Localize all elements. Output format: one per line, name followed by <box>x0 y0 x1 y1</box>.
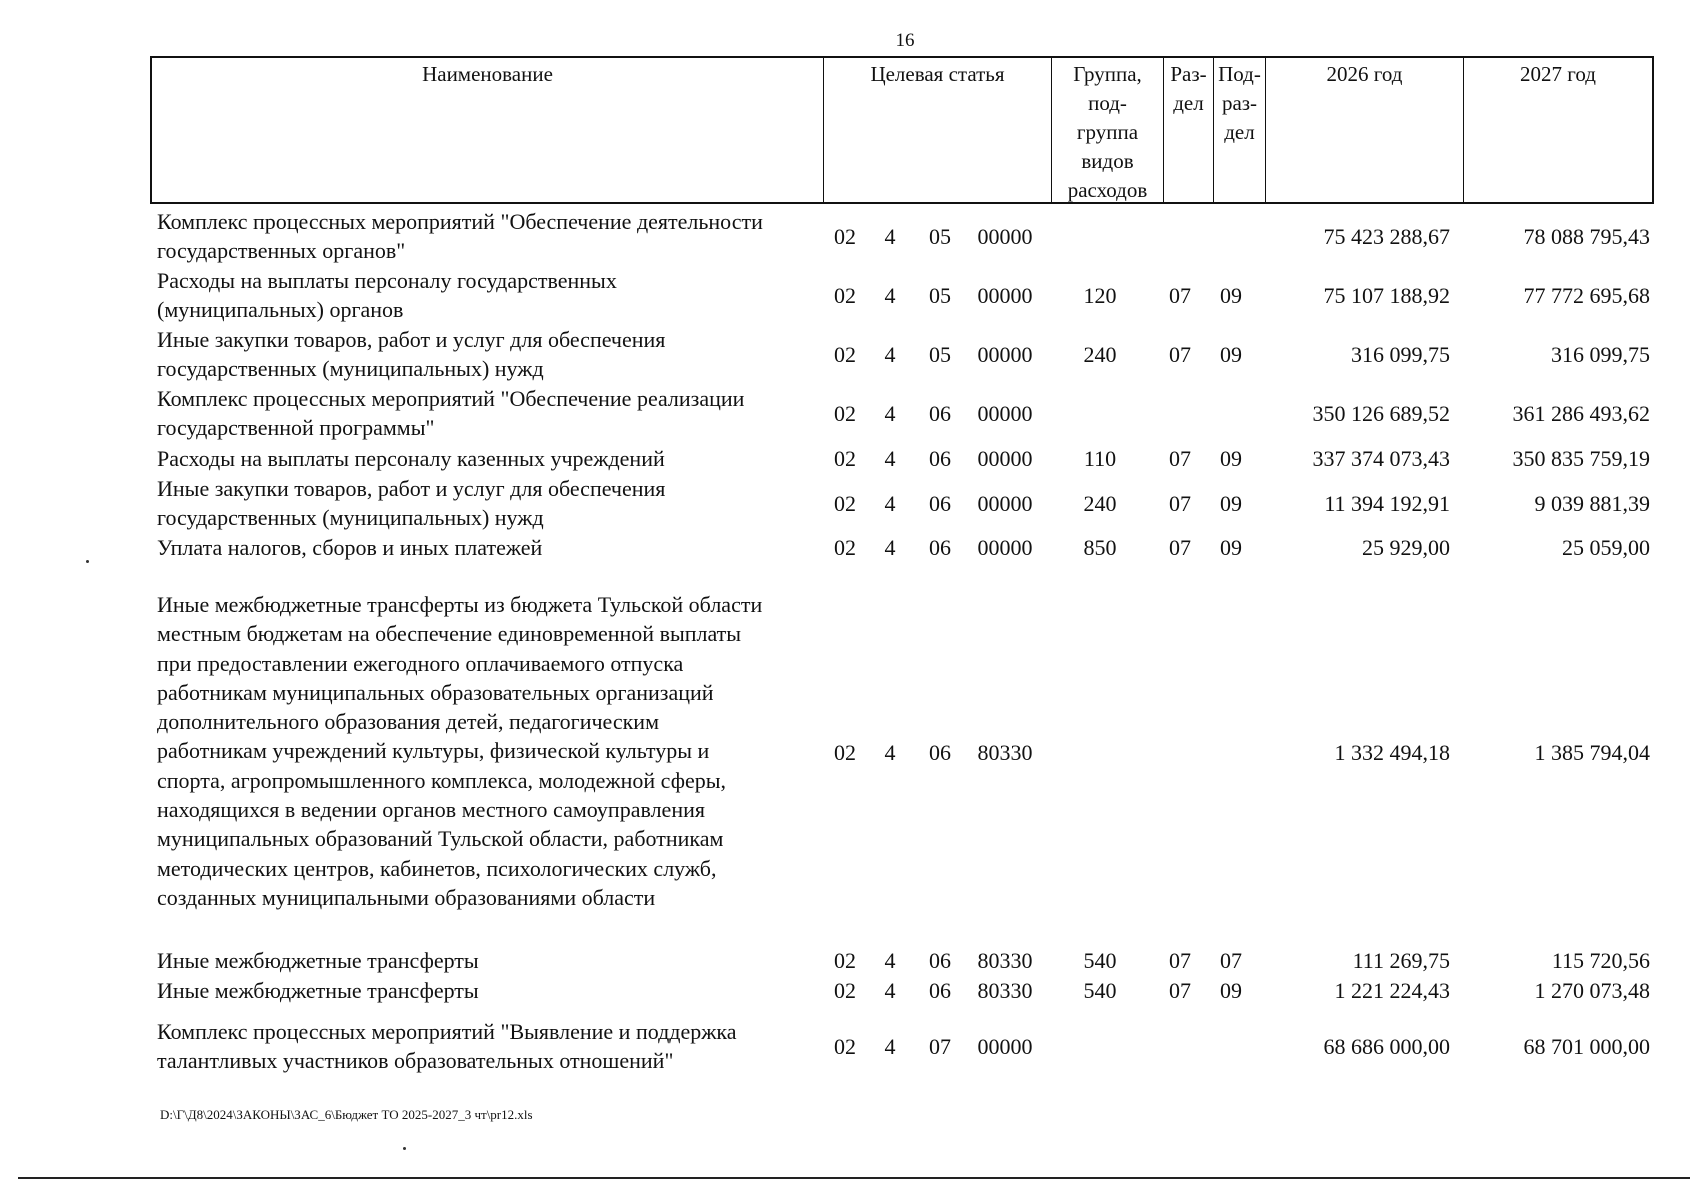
row-name <box>157 533 817 562</box>
amount-2027: 78 088 795,43 <box>1523 223 1650 249</box>
amount-2027: 9 039 881,39 <box>1534 490 1650 516</box>
header-group: Группа, под- группа видов расходов <box>1052 58 1164 202</box>
row-name-line: Уплата налогов, сборов и иных платежей <box>157 535 543 560</box>
row-name-line: Иные межбюджетные трансферты <box>157 948 479 973</box>
target-article-type: 4 <box>884 400 896 426</box>
amount-2027: 316 099,75 <box>1551 341 1650 367</box>
target-article-type: 4 <box>884 445 896 471</box>
amount-2027: 1 270 073,48 <box>1534 977 1650 1003</box>
target-article-program: 02 <box>834 400 856 426</box>
target-article-type: 4 <box>884 740 896 765</box>
section-code: 07 <box>1169 341 1191 367</box>
target-article-program: 02 <box>834 947 856 973</box>
target-article-structural: 07 <box>929 1033 951 1059</box>
target-article-type: 4 <box>884 534 896 560</box>
target-article-type: 4 <box>884 977 896 1003</box>
amount-2026: 337 374 073,43 <box>1312 445 1450 471</box>
target-article-type: 4 <box>884 223 896 249</box>
target-article-direction: 00000 <box>977 400 1033 426</box>
table-row <box>0 946 1696 974</box>
header-name: Наименование <box>152 58 824 202</box>
target-article-type: 4 <box>884 947 896 973</box>
amount-2027: 77 772 695,68 <box>1523 282 1650 308</box>
target-article-type: 4 <box>884 341 896 367</box>
subsection-code: 09 <box>1220 534 1242 560</box>
footer-file-path: D:\Г\Д8\2024\ЗАКОНЫ\ЗАС_6\Бюджет ТО 2025-2027_3 чт\pr12.xls <box>160 1107 533 1122</box>
subsection-code: 09 <box>1220 445 1242 471</box>
table-row <box>0 1017 1696 1075</box>
target-article-program: 02 <box>834 282 856 308</box>
table-row <box>0 325 1696 383</box>
row-name-line: государственных органов" <box>157 238 406 263</box>
header-target-article: Целевая статья <box>824 58 1052 202</box>
subsection-code: 09 <box>1220 490 1242 516</box>
target-article-direction: 00000 <box>977 445 1033 471</box>
amount-2027: 68 701 000,00 <box>1523 1033 1650 1059</box>
header-year-2027: 2027 год <box>1520 62 1596 86</box>
table-row <box>0 444 1696 472</box>
amount-2027: 350 835 759,19 <box>1512 445 1650 471</box>
row-name-line: спорта, агропромышленного комплекса, молодежной сферы, <box>157 767 726 793</box>
amount-2027: 361 286 493,62 <box>1512 400 1650 426</box>
target-article-structural: 05 <box>929 282 951 308</box>
expense-group: 240 <box>1083 341 1117 367</box>
table-row <box>0 533 1696 561</box>
row-name-line: Расходы на выплаты персоналу государственных <box>157 268 617 293</box>
row-name-line: государственных (муниципальных) нужд <box>157 356 544 381</box>
target-article-program: 02 <box>834 1033 856 1059</box>
row-name-line: государственной программы" <box>157 415 435 440</box>
table-row <box>0 474 1696 532</box>
amount-2026: 75 107 188,92 <box>1323 282 1450 308</box>
amount-2027: 115 720,56 <box>1551 947 1650 973</box>
expense-group: 540 <box>1083 977 1117 1003</box>
table-row <box>0 266 1696 324</box>
expense-group: 850 <box>1083 534 1117 560</box>
target-article-structural: 06 <box>929 445 951 471</box>
row-name-line: Иные закупки товаров, работ и услуг для обеспечения <box>157 327 666 352</box>
target-article-type: 4 <box>884 490 896 516</box>
target-article-program: 02 <box>834 977 856 1003</box>
target-article-structural: 05 <box>929 341 951 367</box>
table-header <box>150 56 1654 204</box>
target-article-structural: 06 <box>929 977 951 1003</box>
row-name-line: (муниципальных) органов <box>157 297 404 322</box>
row-name-line: Иные межбюджетные трансферты из бюджета Тульской области <box>157 592 763 617</box>
section-code: 07 <box>1169 445 1191 471</box>
row-name-line: Комплекс процессных мероприятий "Обеспечение реализации <box>157 386 745 411</box>
header-year-2026: 2026 год <box>1266 58 1464 202</box>
amount-2026: 111 269,75 <box>1352 947 1450 973</box>
row-name-line: Расходы на выплаты персоналу казенных учреждений <box>157 446 665 471</box>
row-name-line: Иные межбюджетные трансферты <box>157 978 479 1003</box>
header-section: Раз- дел <box>1164 58 1214 202</box>
row-name-line: созданных муниципальными образованиями области <box>157 884 656 910</box>
row-name-line: дополнительного образования детей, педагогическим <box>157 709 660 735</box>
row-name <box>157 1017 817 1075</box>
amount-2026: 25 929,00 <box>1362 534 1450 560</box>
amount-2026: 1 332 494,18 <box>1334 740 1450 765</box>
row-name <box>157 976 817 1005</box>
target-article-type: 4 <box>884 1033 896 1059</box>
target-article-structural: 06 <box>929 400 951 426</box>
row-name <box>157 325 817 383</box>
target-article-direction: 00000 <box>977 490 1033 516</box>
expense-group: 120 <box>1083 282 1117 308</box>
table-row <box>0 384 1696 442</box>
expense-group: 540 <box>1083 947 1117 973</box>
subsection-code: 07 <box>1220 947 1242 973</box>
target-article-program: 02 <box>834 534 856 560</box>
target-article-direction: 00000 <box>977 534 1033 560</box>
row-name-line: работникам учреждений культуры, физической культуры и <box>157 738 710 764</box>
row-name-line: Иные закупки товаров, работ и услуг для обеспечения <box>157 476 666 501</box>
row-name-line: Комплекс процессных мероприятий "Выявление и поддержка <box>157 1019 737 1044</box>
section-code: 07 <box>1169 282 1191 308</box>
expense-group: 240 <box>1083 490 1117 516</box>
subsection-code: 09 <box>1220 977 1242 1003</box>
row-name <box>157 946 817 975</box>
page-number: 16 <box>895 30 915 51</box>
row-name-line: государственных (муниципальных) нужд <box>157 505 544 530</box>
row-name-line: находящихся в ведении органов местного самоуправления <box>157 797 705 823</box>
target-article-structural: 06 <box>929 534 951 560</box>
target-article-structural: 06 <box>929 490 951 516</box>
subsection-code: 09 <box>1220 282 1242 308</box>
amount-2026: 1 221 224,43 <box>1334 977 1450 1003</box>
section-code: 07 <box>1169 490 1191 516</box>
subsection-code: 09 <box>1220 341 1242 367</box>
amount-2026: 75 423 288,67 <box>1323 223 1450 249</box>
row-name-line: талантливых участников образовательных отношений" <box>157 1048 674 1073</box>
target-article-program: 02 <box>834 341 856 367</box>
scan-speck <box>86 560 89 563</box>
row-name-line: при предоставлении ежегодного оплачиваемого отпуска <box>157 650 684 676</box>
amount-2026: 316 099,75 <box>1351 341 1450 367</box>
row-name-line: местным бюджетам на обеспечение единовременной выплаты <box>157 621 742 647</box>
amount-2026: 11 394 192,91 <box>1324 490 1450 516</box>
target-article-program: 02 <box>834 740 856 765</box>
row-name <box>157 384 817 442</box>
section-code: 07 <box>1169 534 1191 560</box>
target-article-direction: 00000 <box>977 1033 1033 1059</box>
target-article-program: 02 <box>834 445 856 471</box>
row-name-line: методических центров, кабинетов, психологических служб, <box>157 855 717 881</box>
table-row <box>0 976 1696 1004</box>
table-row <box>0 590 1696 915</box>
row-name <box>157 266 817 324</box>
row-name <box>157 444 817 473</box>
row-name-line: муниципальных образований Тульской области, работникам <box>157 826 724 852</box>
amount-2026: 350 126 689,52 <box>1312 400 1450 426</box>
bottom-rule <box>18 1177 1690 1179</box>
target-article-program: 02 <box>834 223 856 249</box>
target-article-structural: 06 <box>929 947 951 973</box>
target-article-structural: 06 <box>929 740 951 765</box>
section-code: 07 <box>1169 947 1191 973</box>
target-article-direction: 00000 <box>977 282 1033 308</box>
target-article-direction: 00000 <box>977 341 1033 367</box>
amount-2026: 68 686 000,00 <box>1323 1033 1450 1059</box>
target-article-type: 4 <box>884 282 896 308</box>
target-article-direction: 80330 <box>977 947 1033 973</box>
scan-speck <box>403 1147 406 1150</box>
amount-2027: 1 385 794,04 <box>1534 740 1650 765</box>
table-row <box>0 207 1696 265</box>
row-name <box>157 590 817 912</box>
target-article-program: 02 <box>834 490 856 516</box>
row-name <box>157 474 817 532</box>
target-article-direction: 80330 <box>977 977 1033 1003</box>
target-article-direction: 80330 <box>977 740 1033 765</box>
row-name-line: работникам муниципальных образовательных организаций <box>157 679 714 705</box>
row-name <box>157 207 817 265</box>
section-code: 07 <box>1169 977 1191 1003</box>
amount-2027: 25 059,00 <box>1562 534 1650 560</box>
row-name-line: Комплекс процессных мероприятий "Обеспечение деятельности <box>157 209 763 234</box>
target-article-direction: 00000 <box>977 223 1033 249</box>
header-subsection: Под- раз- дел <box>1214 58 1266 202</box>
target-article-structural: 05 <box>929 223 951 249</box>
expense-group: 110 <box>1083 445 1117 471</box>
